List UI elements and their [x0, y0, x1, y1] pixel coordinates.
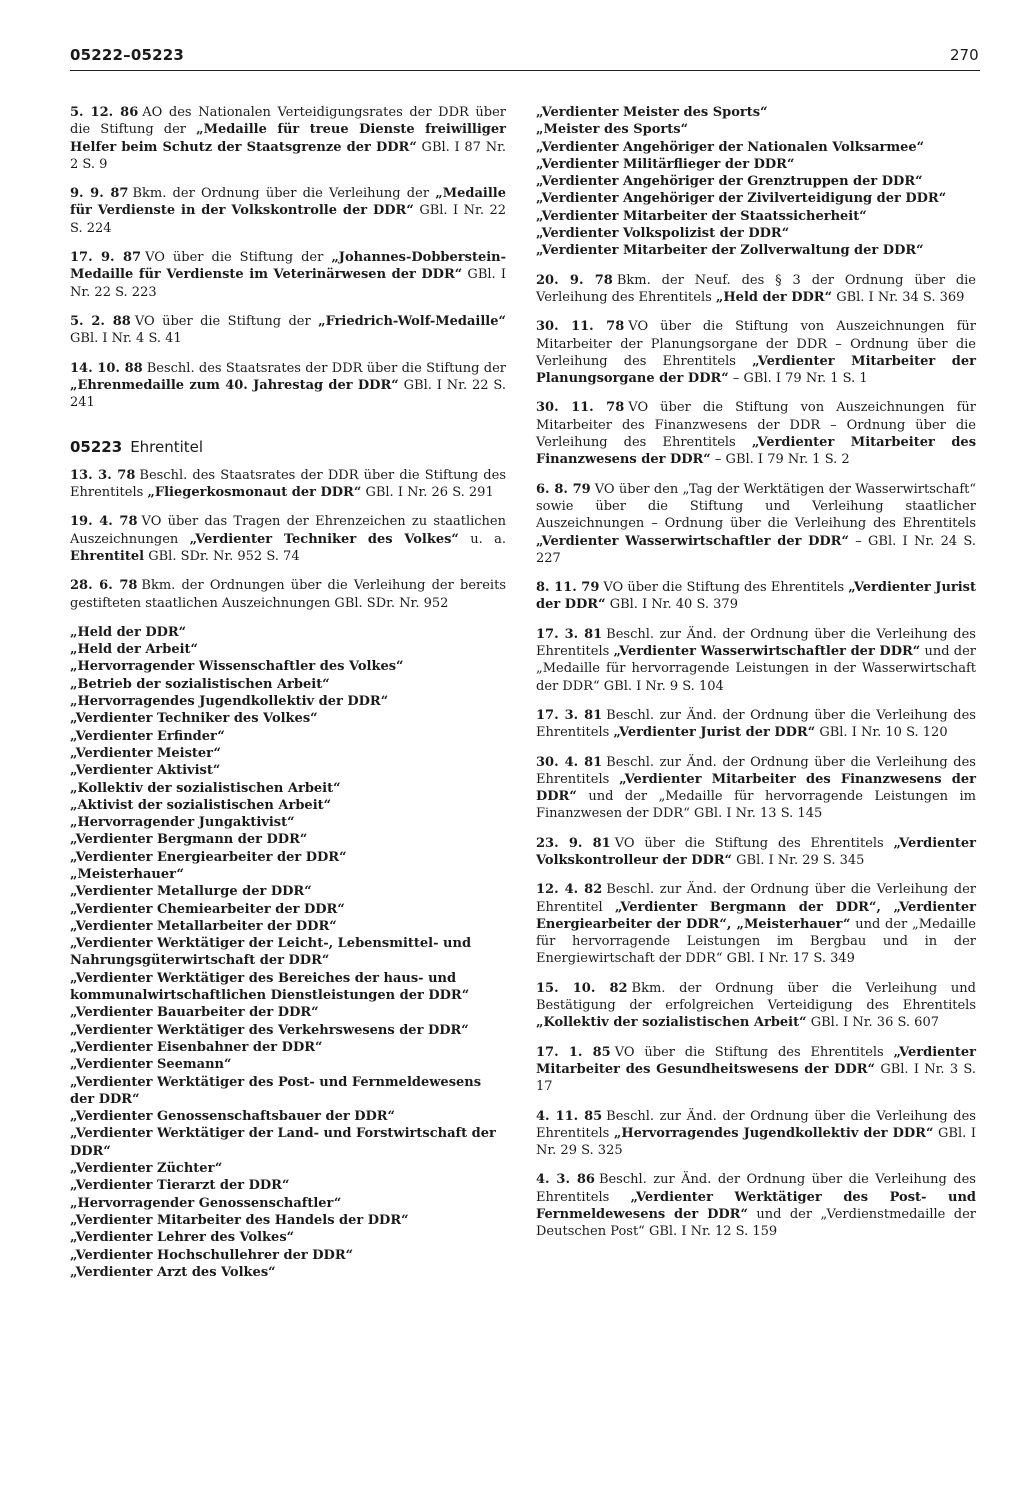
entry-date: 17. 1. 85	[536, 1044, 611, 1060]
left-column	[70, 104, 506, 1293]
entry-text: GBl. I Nr. 3 S. 17	[536, 1061, 977, 1095]
entry-date: 4. 3. 86	[536, 1172, 595, 1188]
honorary-title: „Verdienter Metallurge der DDR“	[70, 884, 312, 900]
entry-date: 5. 12. 86	[70, 105, 139, 120]
honorary-title: „Verdienter Volkspolizist der DDR“	[536, 226, 790, 242]
law-entry	[536, 754, 976, 823]
honorary-title: „Verdienter Mitarbeiter der Zollverwaltung der DDR“	[536, 243, 924, 259]
entry-text: GBl. I 87 Nr. 2 S. 9	[70, 139, 506, 172]
section-number: 05223	[70, 438, 123, 457]
honorary-title: „Verdienter Seemann“	[70, 1057, 232, 1073]
entry-text: GBl. I Nr. 29 S. 345	[732, 852, 865, 868]
entry-date: 19. 4. 78	[70, 514, 138, 530]
entry-title: „Verdienter Werktätiger des Post- und Fernmeldewesens der DDR“	[536, 1189, 976, 1223]
entry-title: „Verdienter Jurist der DDR“	[613, 725, 816, 741]
honorary-title: „Verdienter Werktätiger der Leicht-, Lebensmittel- und Nahrungsgüterwirtschaft der DDR“	[70, 936, 472, 969]
entry-title: „Kollektiv der sozialistischen Arbeit“	[536, 1015, 807, 1031]
entry-title: „Hervorragendes Jugendkollektiv der DDR“	[613, 1125, 934, 1141]
right-title-list	[536, 104, 976, 260]
header-rule	[70, 70, 980, 71]
page-number: 270	[950, 46, 979, 64]
page-header-range: 05222–05223	[70, 46, 185, 64]
entry-text: Beschl. zur Änd. der Ordnung über die Verleihung des Ehrentitels	[536, 754, 976, 787]
entry-text: VO über die Stiftung der	[145, 250, 332, 266]
entry-text: GBl. I Nr. 40 S. 379	[605, 597, 738, 613]
entry-title: „Johannes-Dobberstein-Medaille für Verdienste im Veterinärwesen der DDR“	[70, 250, 506, 283]
entry-text: GBl. I Nr. 29 S. 325	[536, 1125, 976, 1159]
entry-text: GBl. I Nr. 22 S. 224	[70, 203, 506, 236]
entry-date: 5. 2. 88	[70, 313, 131, 329]
honorary-title: „Verdienter Eisenbahner der DDR“	[70, 1039, 323, 1055]
honorary-title: „Verdienter Bauarbeiter der DDR“	[70, 1005, 319, 1021]
honorary-title: „Verdienter Mitarbeiter des Handels der DDR“	[70, 1212, 409, 1228]
law-entry	[536, 1108, 976, 1160]
honorary-title: „Verdienter Werktätiger des Bereiches der haus- und kommunalwirtschaftlichen Dienstleistungen der DDR“	[70, 970, 470, 1004]
left-entries-2	[70, 467, 506, 612]
entry-title: „Verdienter Mitarbeiter der Planungsorgane der DDR“	[536, 353, 977, 387]
entry-text: GBl. I Nr. 4 S. 41	[70, 331, 182, 347]
honorary-title: „Hervorragender Wissenschaftler des Volkes“	[70, 659, 404, 675]
law-entry	[536, 399, 976, 468]
entry-date: 28. 6. 78	[70, 578, 138, 594]
honorary-title: „Hervorragender Genossenschaftler“	[70, 1195, 342, 1211]
law-entry	[70, 104, 506, 173]
entry-date: 30. 11. 78	[536, 400, 625, 416]
entry-text: VO über die Stiftung des Ehrentitels	[614, 835, 894, 851]
entry-title: „Verdienter Mitarbeiter des Finanzwesens der DDR“	[536, 771, 976, 805]
honorary-title: „Verdienter Genossenschaftsbauer der DDR“	[70, 1109, 396, 1125]
entry-text: VO über die Stiftung von Auszeichnungen für Mitarbeiter des Finanzwesens der DDR – Ordnung über die Verleihung des Ehrentitels	[536, 400, 976, 451]
entry-text: GBl. I Nr. 34 S. 369	[832, 289, 965, 305]
entry-text: und der „Medaille für hervorragende Leistungen im Bergbau und in der Energiewirtschaft der DDR“ GBl. I Nr. 17 S. 349	[536, 916, 976, 967]
honorary-title: „Verdienter Erfinder“	[70, 728, 225, 744]
entry-text: GBl. SDr. Nr. 952 S. 74	[144, 548, 300, 564]
entry-date: 13. 3. 78	[70, 467, 136, 483]
law-entry	[536, 579, 976, 614]
entry-title: „Verdienter Mitarbeiter des Finanzwesens der DDR“	[536, 435, 977, 468]
honorary-title: „Held der Arbeit“	[70, 642, 199, 658]
entry-text: – GBl. I 79 Nr. 1 S. 1	[728, 371, 868, 387]
honorary-title: „Verdienter Angehöriger der Zivilverteidigung der DDR“	[536, 191, 947, 207]
law-entry	[536, 980, 976, 1032]
entry-text: VO über die Stiftung von Auszeichnungen für Mitarbeiter der Planungsorgane der DDR – Ordnung über die Verleihung des Ehrentitels	[536, 319, 976, 369]
law-entry	[536, 318, 976, 387]
honorary-title: „Verdienter Meister des Sports“	[536, 105, 768, 120]
honorary-title: „Kollektiv der sozialistischen Arbeit“	[70, 780, 341, 796]
law-entry	[70, 185, 506, 237]
entry-text: GBl. I Nr. 22 S. 241	[70, 377, 506, 411]
entry-text: GBl. I Nr. 26 S. 291	[361, 485, 494, 501]
entry-date: 12. 4. 82	[536, 882, 603, 898]
entry-title: „Verdienter Techniker des Volkes“	[189, 531, 459, 547]
entry-text: GBl. I Nr. 10 S. 120	[815, 725, 948, 741]
entry-text: Beschl. zur Änd. der Ordnung über die Verleihung des Ehrentitels	[536, 626, 976, 660]
honorary-title: „Held der DDR“	[70, 624, 187, 640]
entry-text: AO des Nationalen Verteidigungsrates der DDR über die Stiftung der	[70, 105, 506, 138]
honorary-title: „Meister des Sports“	[536, 122, 689, 138]
entry-text: Bkm. der Ordnungen über die Verleihung der bereits gestifteten staatlichen Auszeichnungen GBl. SDr. Nr. 952	[70, 578, 506, 611]
entry-title: „Medaille für treue Dienste freiwilliger Helfer beim Schutz der Staatsgrenze der DDR“	[70, 122, 506, 155]
entry-date: 23. 9. 81	[536, 835, 611, 851]
honorary-title: „Verdienter Mitarbeiter der Staatssicherheit“	[536, 208, 867, 224]
honorary-title: „Meisterhauer“	[70, 866, 184, 882]
entry-text: u. a.	[458, 531, 506, 547]
entry-date: 30. 4. 81	[536, 754, 603, 770]
entry-text: Beschl. des Staatsrates der DDR über die Stiftung des Ehrentitels	[70, 467, 506, 501]
law-entry	[536, 835, 976, 870]
entry-text: und der „Verdienstmedaille der Deutschen Post“ GBl. I Nr. 12 S. 159	[536, 1207, 976, 1240]
law-entry	[70, 249, 506, 301]
entry-text: VO über die Stiftung der	[134, 313, 319, 329]
right-entries	[536, 272, 976, 1241]
honorary-title: „Verdienter Züchter“	[70, 1161, 223, 1177]
entry-text: und der „Medaille für hervorragende Leistungen in der Wasserwirtschaft der DDR“ GBl. I Nr. 9 S. 104	[536, 644, 976, 694]
entry-text: VO über das Tragen der Ehrenzeichen zu staatlichen Auszeichnungen	[70, 514, 506, 547]
honorary-title: „Verdienter Energiearbeiter der DDR“	[70, 849, 347, 865]
entry-text: Beschl. zur Änd. der Ordnung über die Verleihung des Ehrentitels	[536, 707, 976, 741]
honorary-title: „Hervorragendes Jugendkollektiv der DDR“	[70, 694, 389, 710]
entry-text: GBl. I Nr. 22 S. 223	[70, 267, 506, 300]
entry-text: VO über die Stiftung des Ehrentitels	[614, 1044, 894, 1060]
law-entry	[536, 626, 976, 695]
entry-date: 6. 8. 79	[536, 481, 591, 497]
honorary-title: „Verdienter Bergmann der DDR“	[70, 832, 308, 848]
law-entry	[536, 881, 976, 967]
honorary-title: „Verdienter Aktivist“	[70, 763, 221, 779]
entry-text: – GBl. I 79 Nr. 1 S. 2	[710, 452, 850, 468]
law-entry	[536, 272, 976, 307]
entry-date: 8. 11. 79	[536, 580, 600, 596]
section-heading	[70, 439, 506, 456]
entry-text: Beschl. zur Änd. der Ordnung über die Verleihung der Ehrentitel	[536, 882, 976, 915]
honorary-title: „Verdienter Angehöriger der Nationalen Volksarmee“	[536, 139, 925, 155]
entry-title: Ehrentitel	[70, 548, 145, 564]
entry-date: 20. 9. 78	[536, 272, 613, 288]
entry-text: Beschl. zur Änd. der Ordnung über die Verleihung des Ehrentitels	[536, 1172, 976, 1205]
honorary-title: „Verdienter Militärflieger der DDR“	[536, 156, 795, 172]
left-title-list	[70, 624, 506, 1281]
entry-text: Bkm. der Ordnung über die Verleihung und Bestätigung der erfolgreichen Verteidigung des Ehrentitels	[536, 980, 976, 1014]
honorary-title: „Verdienter Tierarzt der DDR“	[70, 1178, 290, 1194]
entry-date: 30. 11. 78	[536, 319, 625, 335]
right-column	[536, 104, 976, 1253]
entry-title: „Verdienter Volkskontrolleur der DDR“	[536, 835, 976, 868]
entry-date: 17. 3. 81	[536, 626, 603, 642]
law-entry	[70, 313, 506, 348]
entry-title: „Verdienter Wasserwirtschaftler der DDR“	[536, 533, 849, 549]
entry-text: – GBl. I Nr. 24 S. 227	[536, 533, 976, 566]
honorary-title: „Verdienter Lehrer des Volkes“	[70, 1230, 295, 1246]
honorary-title: „Verdienter Chemiearbeiter der DDR“	[70, 901, 345, 917]
honorary-title: „Verdienter Angehöriger der Grenztruppen der DDR“	[536, 174, 923, 190]
entry-text: VO über den „Tag der Werktätigen der Wasserwirtschaft“ sowie über die Stiftung und Verleihung staatlicher Auszeichnungen – Ordnung über die Verleihung des Ehrentitels	[536, 481, 976, 532]
honorary-title: „Verdienter Hochschullehrer der DDR“	[70, 1247, 354, 1263]
entry-text: Bkm. der Neuf. des § 3 der Ordnung über die Verleihung des Ehrentitels	[536, 272, 977, 305]
entry-text: und der „Medaille für hervorragende Leistungen im Finanzwesen der DDR“ GBl. I Nr. 13 S. 145	[536, 789, 976, 822]
honorary-title: „Verdienter Techniker des Volkes“	[70, 711, 318, 727]
entry-date: 15. 10. 82	[536, 980, 628, 996]
entry-title: „Verdienter Mitarbeiter des Gesundheitswesens der DDR“	[536, 1044, 976, 1077]
entry-title: „Fliegerkosmonaut der DDR“	[147, 485, 362, 501]
honorary-title: „Verdienter Werktätiger des Post- und Fernmeldewesens der DDR“	[70, 1074, 482, 1107]
entry-title: „Verdienter Jurist der DDR“	[536, 580, 977, 613]
honorary-title: „Verdienter Metallarbeiter der DDR“	[70, 918, 337, 934]
entry-date: 17. 3. 81	[536, 707, 603, 723]
entry-text: Beschl. zur Änd. der Ordnung über die Verleihung des Ehrentitels	[536, 1108, 976, 1141]
entry-title: „Held der DDR“	[715, 289, 833, 305]
entry-title: „Verdienter Bergmann der DDR“, „Verdienter Energiearbeiter der DDR“, „Meisterhauer“	[536, 899, 977, 932]
entry-title: „Verdienter Wasserwirtschaftler der DDR“	[613, 644, 921, 660]
entry-text: Beschl. des Staatsrates der DDR über die Stiftung der	[146, 360, 506, 376]
honorary-title: „Verdienter Werktätiger der Land- und Forstwirtschaft der DDR“	[70, 1126, 496, 1159]
law-entry	[70, 467, 506, 502]
honorary-title: „Verdienter Werktätiger des Verkehrswesens der DDR“	[70, 1022, 469, 1038]
entry-date: 14. 10. 88	[70, 360, 143, 376]
law-entry	[536, 1171, 976, 1240]
law-entry	[536, 481, 976, 567]
honorary-title: „Aktivist der sozialistischen Arbeit“	[70, 797, 332, 813]
entry-title: „Ehrenmedaille zum 40. Jahrestag der DDR“	[70, 377, 399, 393]
entry-text: VO über die Stiftung des Ehrentitels	[603, 580, 849, 596]
entry-date: 4. 11. 85	[536, 1108, 603, 1124]
entry-date: 9. 9. 87	[70, 186, 129, 202]
entry-text: GBl. I Nr. 36 S. 607	[806, 1015, 939, 1031]
section-title: Ehrentitel	[130, 438, 204, 457]
honorary-title: „Verdienter Meister“	[70, 745, 221, 761]
law-entry	[536, 1044, 976, 1096]
law-entry	[70, 360, 506, 412]
entry-title: „Friedrich-Wolf-Medaille“	[318, 313, 506, 329]
entry-date: 17. 9. 87	[70, 250, 142, 266]
honorary-title: „Verdienter Arzt des Volkes“	[70, 1264, 276, 1280]
law-entry	[70, 513, 506, 565]
honorary-title: „Hervorragender Jungaktivist“	[70, 815, 295, 831]
law-entry	[536, 707, 976, 742]
entry-title: „Medaille für Verdienste in der Volkskontrolle der DDR“	[70, 186, 506, 219]
entry-text: Bkm. der Ordnung über die Verleihung der	[132, 186, 436, 202]
left-entries	[70, 104, 506, 411]
law-entry	[70, 577, 506, 612]
honorary-title: „Betrieb der sozialistischen Arbeit“	[70, 676, 330, 692]
